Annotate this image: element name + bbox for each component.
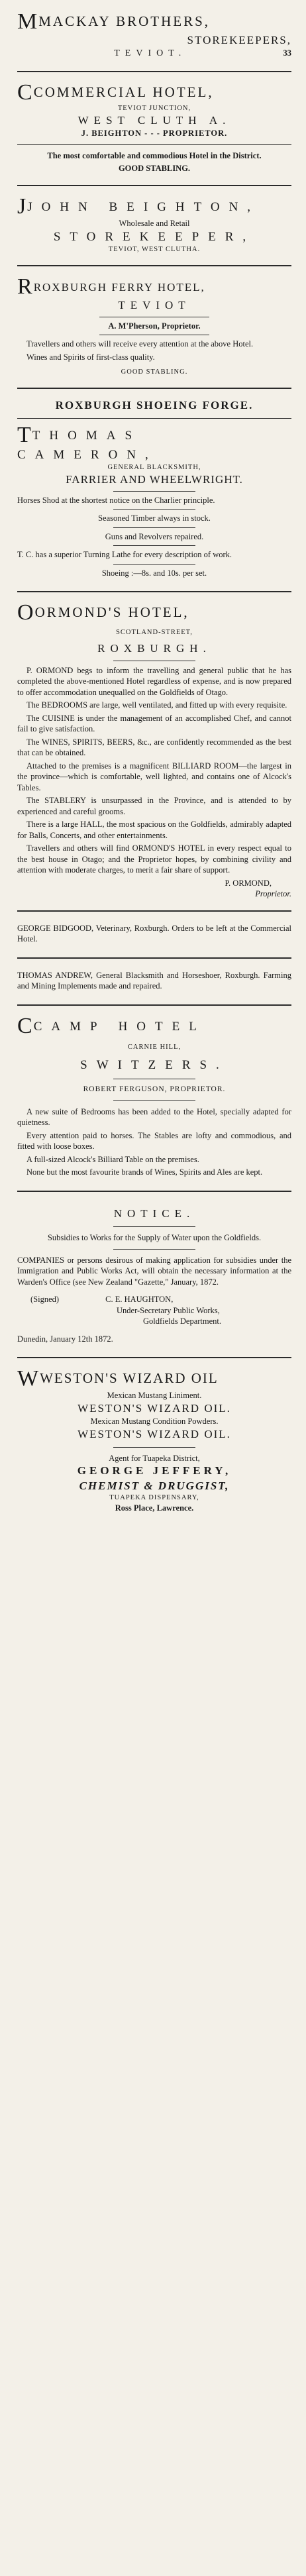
divider [17, 1004, 291, 1006]
ad-title: WWESTON'S WIZARD OIL [17, 1366, 219, 1391]
proprietor-name: T THOMAS CAMERON, [17, 423, 158, 462]
divider [17, 418, 291, 419]
commercial-hotel-ad [17, 78, 291, 180]
divider [17, 1191, 291, 1192]
notice-title: NOTICE. [113, 1207, 195, 1220]
water-subsidy-notice [17, 1197, 291, 1352]
paragraph: Wines and Spirits of first-class quality. [26, 352, 155, 362]
paragraph: THOMAS ANDREW, General Blacksmith and Horseshoer, Roxburgh. Farming and Mining Implements made and repaired. [17, 970, 291, 991]
agent-trade: CHEMIST & DRUGGIST, [79, 1479, 230, 1492]
paragraph: The STABLERY is unsurpassed in the Province, and is attended to by experienced and careful grooms. [17, 796, 291, 816]
short-divider [113, 1249, 195, 1250]
signature: P. ORMOND, [225, 878, 272, 888]
paragraph: A full-sized Alcock's Billiard Table on the premises. [26, 1154, 199, 1164]
divider [17, 71, 291, 72]
proprietor: A. M'Pherson, Proprietor. [108, 321, 201, 331]
westons-wizard-oil-ad [17, 1364, 291, 1519]
ad-title: J JOHN BEIGHTON, [17, 193, 260, 219]
short-divider [113, 545, 195, 546]
line2: STOREKEEPER, [53, 230, 256, 244]
signature-role: Proprietor. [255, 889, 291, 899]
location: CARNIE HILL, [127, 1043, 181, 1051]
paragraph: Guns and Revolvers repaired. [105, 531, 204, 541]
notice-body: COMPANIES or persons desirous of making application for subsidies under the Immigration and Public Works Act, will obtain the necessary information at the Warden's Office (see New Zealand "Gazette," January, 1872. [17, 1255, 291, 1287]
line: Mexican Mustang Condition Powders. [90, 1417, 219, 1426]
signed-name: C. E. HAUGHTON, [105, 1295, 174, 1305]
proprietor: ROBERT FERGUSON, PROPRIETOR. [83, 1085, 226, 1094]
trade: GENERAL BLACKSMITH, [107, 464, 201, 472]
trade-line: STOREKEEPERS, [187, 34, 291, 46]
ad-title: R ROXBURGH FERRY HOTEL, [17, 274, 205, 299]
paragraph: GEORGE BIDGOOD, Veterinary, Roxburgh. Orders to be left at the Commercial Hotel. [17, 923, 291, 944]
divider [17, 1357, 291, 1358]
shoeing-forge-ad [17, 394, 291, 586]
john-beighton-ad [17, 191, 291, 260]
roxburgh-ferry-hotel-ad [17, 272, 291, 382]
signature-block [17, 1294, 291, 1327]
ad-title: C CAMP HOTEL [17, 1013, 206, 1038]
paragraph: None but the most favourite brands of Wines, Spirits and Ales are kept. [26, 1167, 263, 1177]
line: WESTON'S WIZARD OIL. [77, 1427, 231, 1440]
ad-title: CCOMMERCIAL HOTEL, [17, 80, 214, 105]
paragraph: Travellers and others will find ORMOND'S HOTEL in every respect equal to the best house in Otago; and the Proprietor hopes, by combining civility and attention with moderate charges, to merit a fair share of support. [17, 843, 291, 875]
town: TEVIOT. [114, 48, 187, 59]
agent-line: Agent for Tuapeka District, [109, 1453, 200, 1463]
paragraph: Travellers and others will receive every attention at the above Hotel. [26, 339, 254, 349]
short-divider [113, 1447, 195, 1448]
divider [17, 265, 291, 266]
street: SCOTLAND-STREET, [116, 629, 193, 637]
paragraph: Horses Shod at the shortest notice on the Charlier principle. [17, 495, 215, 505]
town: WEST CLUTH A. [77, 113, 231, 127]
notice-date: Dunedin, January 12th 1872. [17, 1334, 113, 1344]
short-divider [113, 1226, 195, 1227]
ormonds-hotel-ad [17, 598, 291, 904]
signed-label: (Signed) [30, 1295, 60, 1305]
paragraph: Every attention paid to horses. The Stables are lofty and commodious, and fitted with loose boxes. [17, 1130, 291, 1152]
paragraph: P. ORMOND begs to inform the travelling and general public that he has completed the above-mentioned Hotel regardless of expense, and is now prepared to offer accommodation unequalled on the Goldfields of Otago. [17, 665, 291, 697]
firm-name: MMACKAY BROTHERS, [17, 9, 211, 34]
line1: Wholesale and Retail [119, 218, 190, 228]
line: Mexican Mustang Liniment. [107, 1391, 202, 1401]
short-divider [113, 491, 195, 492]
paragraph: Attached to the premises is a magnificent BILLIARD ROOM—the largest in the province—which is comfortable, well lighted, and contains one of Alcock's Tables. [17, 761, 291, 792]
address: Ross Place, Lawrence. [115, 1503, 194, 1513]
divider [17, 910, 291, 912]
paragraph: A new suite of Bedrooms has been added to the Hotel, specially adapted for quietness. [17, 1106, 291, 1128]
signed-dept: Goldfields Department. [143, 1316, 222, 1326]
notice-subtitle: Subsidies to Works for the Supply of Water upon the Goldfields. [47, 1233, 262, 1243]
camp-hotel-ad [17, 1011, 291, 1185]
agent-name: GEORGE JEFFERY, [77, 1464, 232, 1477]
proprietor-line: J. BEIGHTON - - - PROPRIETOR. [81, 129, 228, 138]
ad-title: ROXBURGH SHOEING FORGE. [55, 398, 254, 411]
mackay-brothers-ad [17, 7, 291, 66]
divider [17, 144, 291, 145]
divider [17, 957, 291, 959]
bidgood-ad [17, 917, 291, 952]
andrew-ad [17, 964, 291, 999]
divider [17, 185, 291, 186]
ad-title: OORMOND'S HOTEL, [17, 600, 189, 625]
paragraph: The CUISINE is under the management of an accomplished Chef, and cannot fail to give satisfaction. [17, 713, 291, 734]
paragraph: Seasoned Timber always in stock. [98, 513, 211, 523]
signed-role: Under-Secretary Public Works, [117, 1305, 220, 1315]
address: TEVIOT, WEST CLUTHA. [108, 246, 201, 254]
location: TEVIOT JUNCTION, [117, 104, 191, 112]
signed-line [17, 1294, 291, 1305]
tagline: The most comfortable and commodious Hotel in the District. [47, 150, 262, 160]
paragraph: The BEDROOMS are large, well ventilated, and fitted up with every requisite. [26, 700, 287, 710]
paragraph: The WINES, SPIRITS, BEERS, &c., are confidently recommended as the best that can be obtained. [17, 737, 291, 758]
divider [17, 591, 291, 592]
stabling: GOOD STABLING. [118, 164, 191, 174]
short-divider [113, 527, 195, 528]
dispensary: TUAPEKA DISPENSARY, [109, 1494, 199, 1502]
paragraph: There is a large HALL, the most spacious on the Goldfields, admirably adapted for Balls, Concerts, and other entertainments. [17, 820, 291, 840]
stabling: GOOD STABLING. [121, 368, 188, 376]
divider [17, 388, 291, 389]
page-number: 33 [283, 48, 291, 58]
town: TEVIOT [118, 299, 191, 312]
town: ROXBURGH. [97, 642, 211, 655]
paragraph: Shoeing :—8s. and 10s. per set. [101, 568, 207, 578]
short-divider [113, 1100, 195, 1101]
newspaper-page [11, 0, 295, 1519]
paragraph: T. C. has a superior Turning Lathe for every description of work. [17, 550, 232, 560]
town-row [17, 48, 291, 60]
short-divider [113, 509, 195, 510]
trade2: FARRIER AND WHEELWRIGHT. [66, 473, 243, 486]
line: WESTON'S WIZARD OIL. [77, 1401, 231, 1415]
town: SWITZERS. [80, 1058, 229, 1073]
